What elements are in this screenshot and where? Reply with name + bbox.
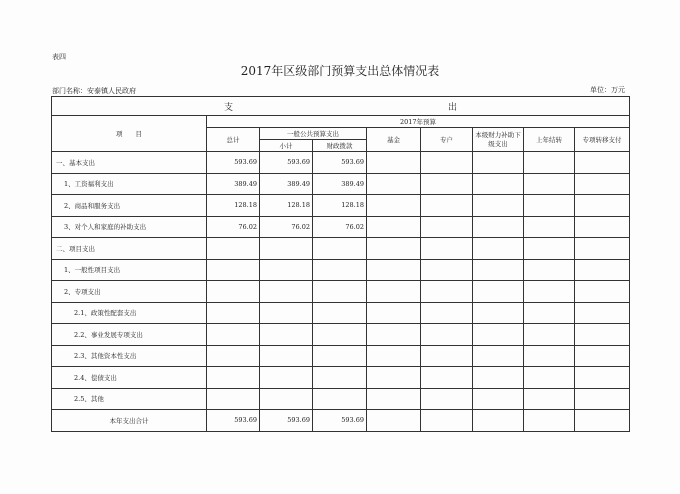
budget-table <box>51 96 630 432</box>
cell-total <box>207 345 260 367</box>
cell-total <box>207 302 260 324</box>
cell-special <box>421 388 473 410</box>
cell-carryover <box>524 345 575 367</box>
cell-fund <box>367 367 421 389</box>
cell-carryover <box>524 216 575 238</box>
unit-label: 单位：万元 <box>590 86 625 94</box>
department-name: 部门名称：安泰镇人民政府 <box>52 87 136 95</box>
cell-total: 389.49 <box>207 173 260 195</box>
cell-carryover <box>524 302 575 324</box>
cell-subsidy <box>473 195 524 217</box>
cell-carryover <box>524 152 575 174</box>
cell-subtotal <box>260 259 313 281</box>
cell-transfer <box>575 173 630 195</box>
page-title: 2017年区级部门预算支出总体情况表 <box>240 64 440 78</box>
cell-subtotal <box>260 388 313 410</box>
carryover-header: 上年结转 <box>524 128 575 152</box>
table-row <box>52 216 630 238</box>
cell-transfer <box>575 281 630 303</box>
cell-subtotal: 593.69 <box>260 410 313 432</box>
subtotal-header: 小计 <box>260 140 313 152</box>
cell-transfer <box>575 302 630 324</box>
cell-fund <box>367 410 421 432</box>
cell-subsidy <box>473 367 524 389</box>
cell-total: 128.18 <box>207 195 260 217</box>
cell-transfer <box>575 367 630 389</box>
header-row-expense <box>52 97 630 116</box>
fiscal-header: 财政拨款 <box>313 140 367 152</box>
cell-total: 593.69 <box>207 410 260 432</box>
cell-fiscal <box>313 367 367 389</box>
cell-special <box>421 238 473 260</box>
table-row <box>52 173 630 195</box>
expense-header <box>52 97 630 116</box>
row-label: 2.2、事业发展专项支出 <box>52 324 207 346</box>
cell-fiscal <box>313 281 367 303</box>
cell-carryover <box>524 410 575 432</box>
cell-subsidy <box>473 173 524 195</box>
cell-transfer <box>575 216 630 238</box>
cell-total: 76.02 <box>207 216 260 238</box>
row-label: 2、专项支出 <box>52 281 207 303</box>
cell-special <box>421 302 473 324</box>
row-label: 3、对个人和家庭的补助支出 <box>52 216 207 238</box>
table-row <box>52 367 630 389</box>
special-header: 专户 <box>421 128 473 152</box>
cell-fund <box>367 281 421 303</box>
cell-transfer <box>575 238 630 260</box>
cell-special <box>421 324 473 346</box>
cell-subtotal <box>260 302 313 324</box>
row-label: 二、项目支出 <box>52 238 207 260</box>
cell-transfer <box>575 410 630 432</box>
cell-fiscal: 593.69 <box>313 410 367 432</box>
cell-fund <box>367 238 421 260</box>
row-label: 2.5、其他 <box>52 388 207 410</box>
table-row <box>52 195 630 217</box>
row-label: 2.1、政策性配套支出 <box>52 302 207 324</box>
cell-carryover <box>524 388 575 410</box>
cell-subsidy <box>473 324 524 346</box>
cell-subtotal <box>260 345 313 367</box>
cell-special <box>421 410 473 432</box>
cell-transfer <box>575 324 630 346</box>
cell-special <box>421 259 473 281</box>
cell-carryover <box>524 324 575 346</box>
cell-fiscal <box>313 324 367 346</box>
cell-subsidy <box>473 388 524 410</box>
cell-transfer <box>575 259 630 281</box>
cell-fiscal <box>313 345 367 367</box>
cell-subtotal: 389.49 <box>260 173 313 195</box>
total-row-label: 本年支出合计 <box>52 410 207 432</box>
cell-fiscal <box>313 238 367 260</box>
table-row <box>52 152 630 174</box>
table-number: 表四 <box>52 53 66 61</box>
table-row <box>52 259 630 281</box>
table-row <box>52 388 630 410</box>
cell-fiscal <box>313 259 367 281</box>
cell-fiscal: 128.18 <box>313 195 367 217</box>
cell-subtotal <box>260 281 313 303</box>
expense-left-label: 支 <box>224 102 234 113</box>
cell-special <box>421 281 473 303</box>
total-row <box>52 410 630 432</box>
cell-total <box>207 238 260 260</box>
cell-subtotal: 76.02 <box>260 216 313 238</box>
cell-total: 593.69 <box>207 152 260 174</box>
expense-right-label: 出 <box>448 102 458 113</box>
table-row <box>52 302 630 324</box>
cell-fiscal: 593.69 <box>313 152 367 174</box>
cell-transfer <box>575 345 630 367</box>
cell-special <box>421 173 473 195</box>
cell-subtotal <box>260 238 313 260</box>
cell-fund <box>367 302 421 324</box>
cell-carryover <box>524 195 575 217</box>
cell-total <box>207 259 260 281</box>
cell-fund <box>367 324 421 346</box>
cell-special <box>421 195 473 217</box>
cell-transfer <box>575 152 630 174</box>
table-row <box>52 345 630 367</box>
row-label: 2、商品和服务支出 <box>52 195 207 217</box>
table-row <box>52 324 630 346</box>
row-label: 2.4、偿债支出 <box>52 367 207 389</box>
cell-special <box>421 345 473 367</box>
row-label: 1、工资福利支出 <box>52 173 207 195</box>
subsidy-header: 本级财力补助下级支出 <box>473 128 524 152</box>
cell-subsidy <box>473 152 524 174</box>
cell-total <box>207 324 260 346</box>
total-header: 总计 <box>207 128 260 152</box>
header-row-year <box>52 116 630 128</box>
cell-carryover <box>524 259 575 281</box>
cell-total <box>207 281 260 303</box>
cell-subsidy <box>473 302 524 324</box>
item-header: 项 目 <box>52 116 207 152</box>
cell-subsidy <box>473 216 524 238</box>
cell-total <box>207 388 260 410</box>
cell-transfer <box>575 195 630 217</box>
cell-subtotal <box>260 324 313 346</box>
cell-subsidy <box>473 281 524 303</box>
row-label: 2.3、其他资本性支出 <box>52 345 207 367</box>
cell-fund <box>367 195 421 217</box>
cell-fiscal <box>313 302 367 324</box>
row-label: 一、基本支出 <box>52 152 207 174</box>
table-row <box>52 281 630 303</box>
cell-special <box>421 152 473 174</box>
cell-fund <box>367 216 421 238</box>
cell-subtotal: 128.18 <box>260 195 313 217</box>
cell-subsidy <box>473 238 524 260</box>
cell-subsidy <box>473 259 524 281</box>
cell-carryover <box>524 238 575 260</box>
cell-fiscal: 76.02 <box>313 216 367 238</box>
cell-fiscal: 389.49 <box>313 173 367 195</box>
cell-special <box>421 216 473 238</box>
row-label: 1、一般性项目支出 <box>52 259 207 281</box>
cell-transfer <box>575 388 630 410</box>
budget-year-header: 2017年预算 <box>207 116 630 128</box>
transfer-header: 专项转移支付 <box>575 128 630 152</box>
cell-carryover <box>524 367 575 389</box>
cell-fund <box>367 173 421 195</box>
cell-fiscal <box>313 388 367 410</box>
cell-fund <box>367 152 421 174</box>
cell-fund <box>367 388 421 410</box>
cell-fund <box>367 259 421 281</box>
cell-carryover <box>524 173 575 195</box>
cell-carryover <box>524 281 575 303</box>
cell-subtotal <box>260 367 313 389</box>
general-public-header: 一般公共预算支出 <box>260 128 367 140</box>
cell-subtotal: 593.69 <box>260 152 313 174</box>
cell-total <box>207 367 260 389</box>
fund-header: 基金 <box>367 128 421 152</box>
cell-subsidy <box>473 345 524 367</box>
cell-subsidy <box>473 410 524 432</box>
cell-special <box>421 367 473 389</box>
cell-fund <box>367 345 421 367</box>
table-row <box>52 238 630 260</box>
